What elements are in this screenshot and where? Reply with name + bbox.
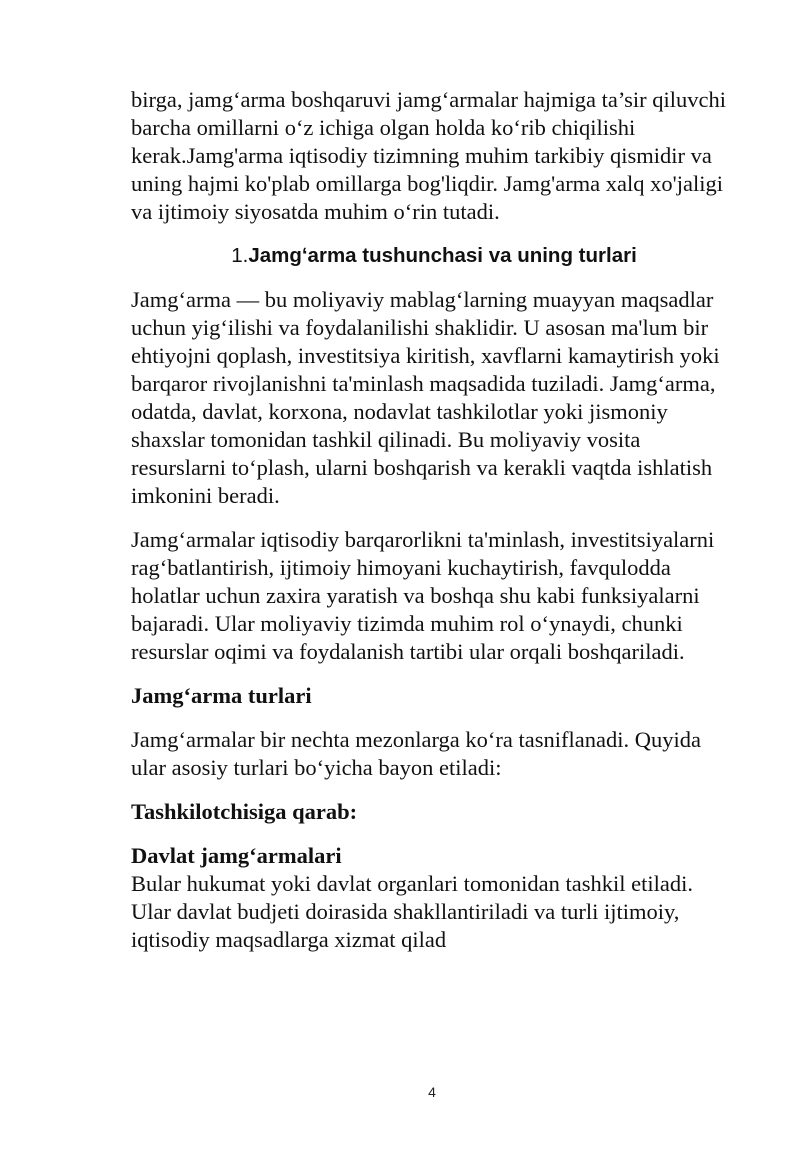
section-number: 1.: [231, 244, 249, 267]
state-funds-heading: Davlat jamg‘armalari: [131, 843, 342, 868]
definition-paragraph: Jamg‘arma — bu moliyaviy mablag‘larning muayyan maqsadlar uchun yig‘ilishi va foydalanilishi shaklidir. U asosan ma'lum bir ehtiyojni qoplash, investitsiya kiritish, xavflarni kamaytirish yoki barqaror rivojlanishni ta'minlash maqsadida tuziladi. Jamg‘arma, odatda, davlat, korxona, nodavlat tashkilotlar yoki jismoniy shaxslar tomonidan tashkil qilinadi. Bu moliyaviy vosita resurslarni to‘plash, ularni boshqarish va kerakli vaqtda ishlatish imkonini beradi.: [131, 287, 720, 508]
document-page: [131, 86, 731, 970]
state-funds-paragraph: Bular hukumat yoki davlat organlari tomonidan tashkil etiladi. Ular davlat budjeti doirasida shakllantiriladi va turli ijtimoiy, iqtisodiy maqsadlarga xizmat qilad: [131, 871, 693, 952]
section-title: [131, 242, 731, 270]
classification-paragraph: Jamg‘armalar bir nechta mezonlarga ko‘ra tasniflanadi. Quyida ular asosiy turlari bo‘yicha bayon etiladi:: [131, 727, 701, 780]
functions-paragraph: Jamg‘armalar iqtisodiy barqarorlikni ta'minlash, investitsiyalarni rag‘batlantirish, ijtimoiy himoyani kuchaytirish, favqulodda holatlar uchun zaxira yaratish va boshqa shu kabi funksiyalarni bajaradi. Ular moliyaviy tizimda muhim rol o‘ynaydi, chunki resurslar oqimi va foydalanish tartibi ular orqali boshqariladi.: [131, 527, 715, 664]
types-heading: Jamg‘arma turlari: [131, 683, 312, 708]
section-title-text: Jamgʻarma tushunchasi va uning turlari: [248, 244, 637, 267]
page-number: 4: [428, 1084, 436, 1100]
intro-paragraph: birga, jamg‘arma boshqaruvi jamg‘armalar hajmiga ta’sir qiluvchi barcha omillarni o‘z ichiga olgan holda ko‘rib chiqilishi kerak.Jamg'arma iqtisodiy tizimning muhim tarkibiy qismidir va uning hajmi ko'plab omillarga bog'liqdir. Jamg'arma xalq xo'jaligi va ijtimoiy siyosatda muhim o‘rin tutadi.: [131, 87, 727, 224]
by-organizer-heading: Tashkilotchisiga qarab:: [131, 799, 358, 824]
